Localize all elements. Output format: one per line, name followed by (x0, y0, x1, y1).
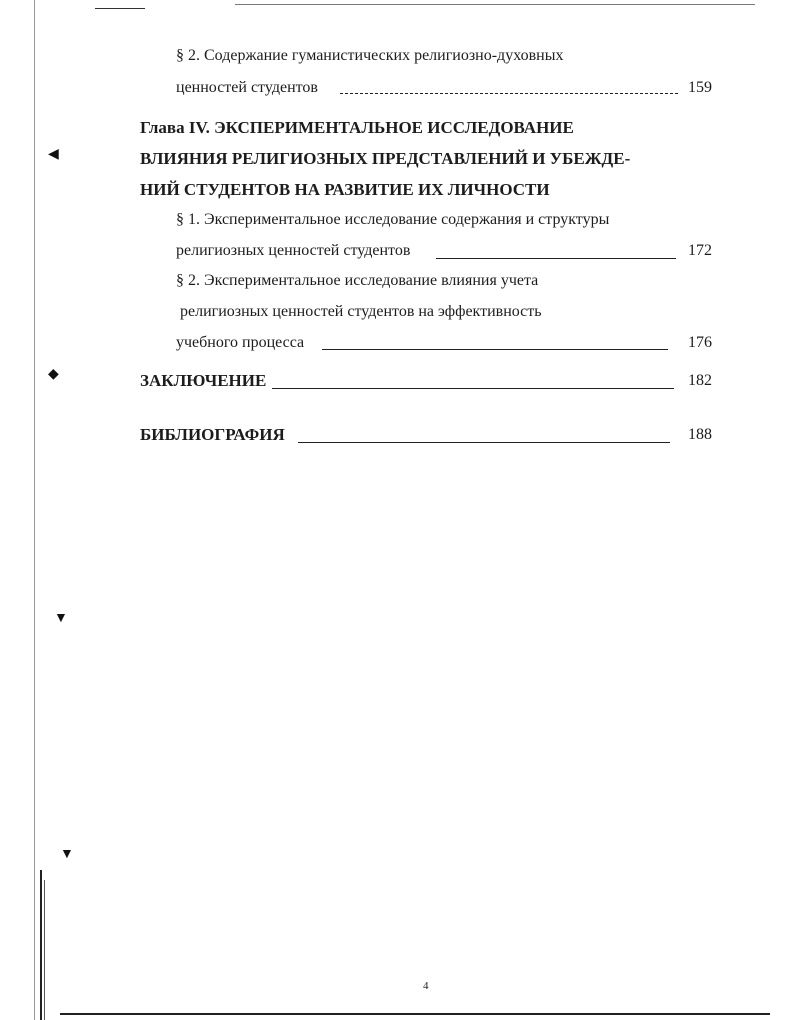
scan-left-edge (34, 0, 35, 1020)
leader-line (436, 258, 676, 259)
scan-top-rule (95, 8, 145, 9)
toc-entry-line: § 2. Экспериментальное исследование влияния учета (176, 272, 539, 289)
toc-entry-line: религиозных ценностей студентов на эффективность (180, 303, 542, 320)
leader-line (298, 442, 670, 443)
footer-page-number: 4 (423, 980, 429, 992)
toc-conclusion-label: ЗАКЛЮЧЕНИЕ (140, 371, 267, 390)
scan-top-rule-right (235, 4, 755, 5)
toc-entry-line: § 2. Содержание гуманистических религиозно-духовных (176, 47, 564, 64)
scan-mark-4: ▼ (60, 847, 74, 862)
page-number: 188 (688, 426, 712, 443)
scan-mark-2: ◆ (48, 367, 59, 382)
page-number: 182 (688, 372, 712, 389)
leader-line (322, 349, 668, 350)
chapter-title-line: НИЙ СТУДЕНТОВ НА РАЗВИТИЕ ИХ ЛИЧНОСТИ (140, 180, 550, 199)
scan-mark-1: ◀ (48, 147, 59, 162)
scan-mark-3: ▼ (54, 611, 68, 626)
scan-left-edge-dark (40, 870, 42, 1020)
page-number: 176 (688, 334, 712, 351)
page-number: 159 (688, 79, 712, 96)
leader-line (272, 388, 674, 389)
chapter-title-line: Глава IV. ЭКСПЕРИМЕНТАЛЬНОЕ ИССЛЕДОВАНИЕ (140, 118, 574, 137)
page-number: 172 (688, 242, 712, 259)
scan-left-edge-dark-2 (44, 880, 45, 1020)
leader-line (340, 93, 678, 94)
toc-entry-line: религиозных ценностей студентов (176, 242, 411, 259)
scan-bottom-rule (60, 1013, 770, 1015)
chapter-title-line: ВЛИЯНИЯ РЕЛИГИОЗНЫХ ПРЕДСТАВЛЕНИЙ И УБЕЖДЕ- (140, 149, 631, 168)
toc-bibliography-label: БИБЛИОГРАФИЯ (140, 425, 285, 444)
toc-entry-line: учебного процесса (176, 334, 305, 351)
toc-entry-line: ценностей студентов (176, 79, 318, 96)
toc-entry-line: § 1. Экспериментальное исследование содержания и структуры (176, 211, 610, 228)
